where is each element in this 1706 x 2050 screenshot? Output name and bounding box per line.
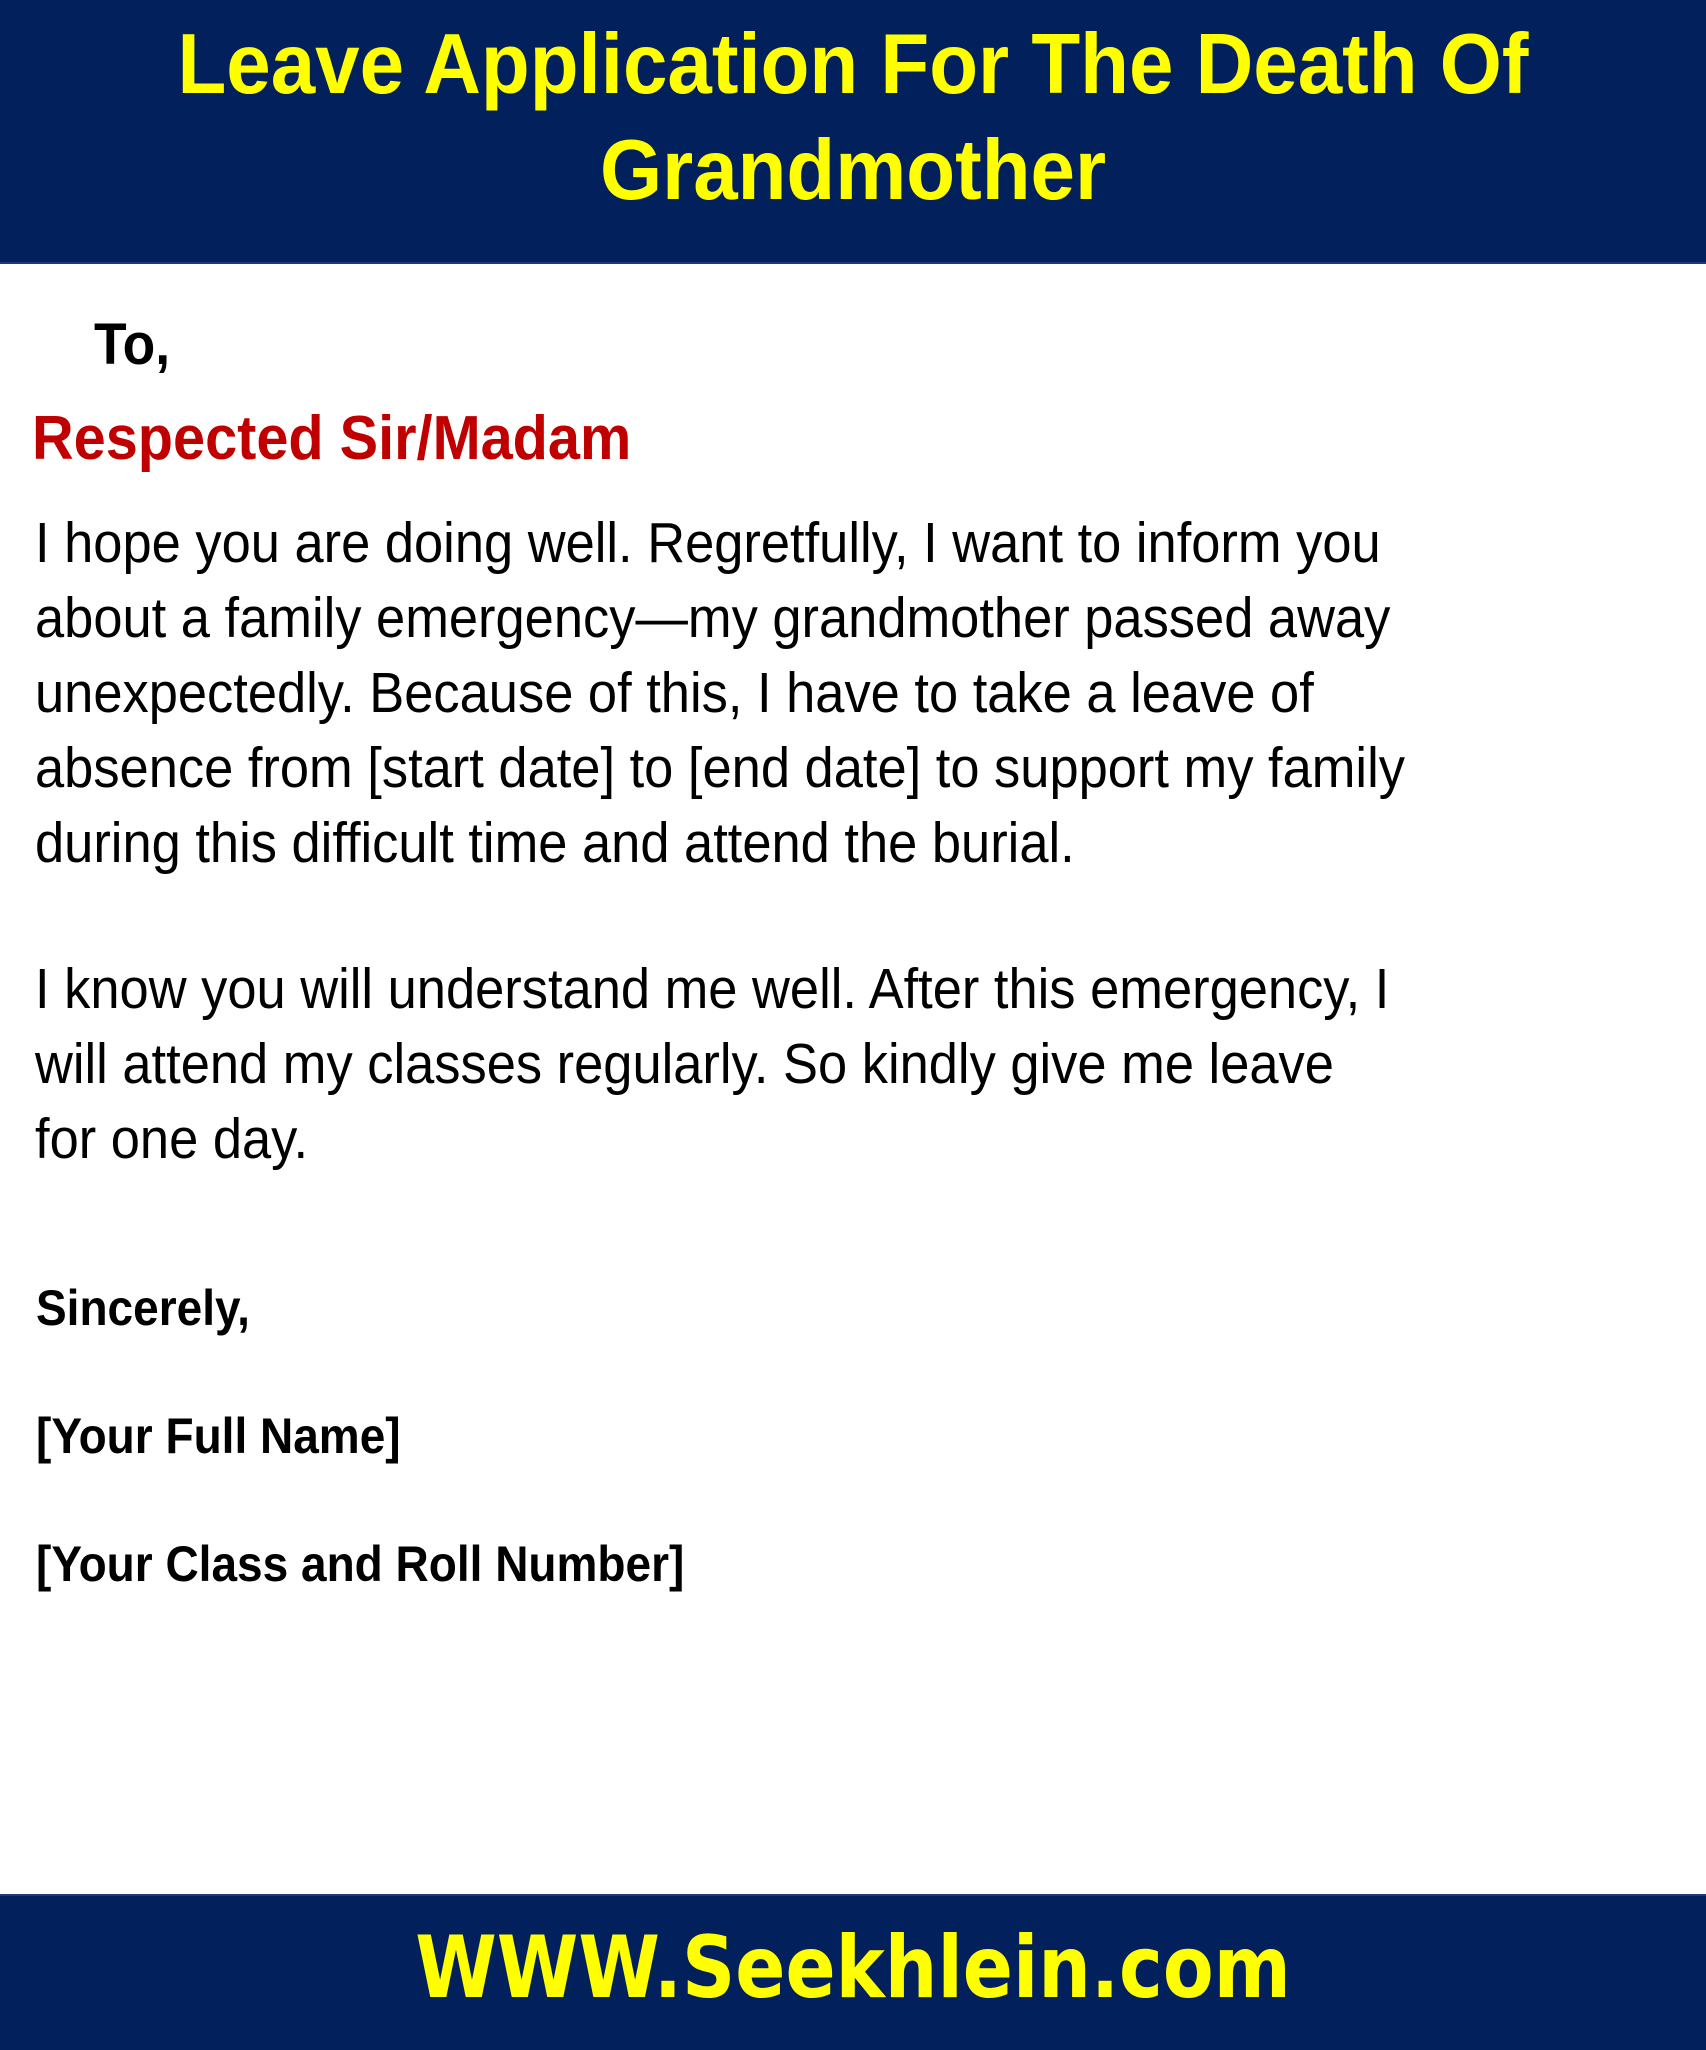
paragraph-line: about a family emergency—my grandmother passed away bbox=[35, 586, 1391, 650]
footer-banner bbox=[0, 1894, 1706, 2050]
paragraph-line: for one day. bbox=[35, 1107, 309, 1171]
page-title bbox=[51, 12, 1655, 224]
title-banner bbox=[0, 0, 1706, 264]
paragraph-line: will attend my classes regularly. So kindly give me leave bbox=[35, 1032, 1334, 1096]
paragraph-line: during this difficult time and attend the burial. bbox=[35, 811, 1075, 875]
recipient-line: To, bbox=[94, 312, 171, 377]
salutation: Respected Sir/Madam bbox=[32, 404, 632, 473]
body-paragraph-1 bbox=[35, 506, 1405, 881]
page-title-line-1: Leave Application For The Death Of bbox=[177, 17, 1529, 112]
signature-name-placeholder: [Your Full Name] bbox=[36, 1408, 401, 1464]
body-paragraph-2 bbox=[35, 952, 1389, 1177]
paragraph-line: I know you will understand me well. After this emergency, I bbox=[35, 957, 1390, 1021]
paragraph-line: I hope you are doing well. Regretfully, I want to inform you bbox=[35, 511, 1381, 575]
signature-class-roll-placeholder: [Your Class and Roll Number] bbox=[36, 1536, 685, 1592]
paragraph-line: unexpectedly. Because of this, I have to take a leave of bbox=[35, 661, 1314, 725]
closing-sincerely: Sincerely, bbox=[36, 1280, 250, 1336]
paragraph-line: absence from [start date] to [end date] to support my family bbox=[35, 736, 1405, 800]
website-label: WWW.Seekhlein.com bbox=[415, 1918, 1291, 2018]
page-title-line-2: Grandmother bbox=[599, 123, 1107, 218]
